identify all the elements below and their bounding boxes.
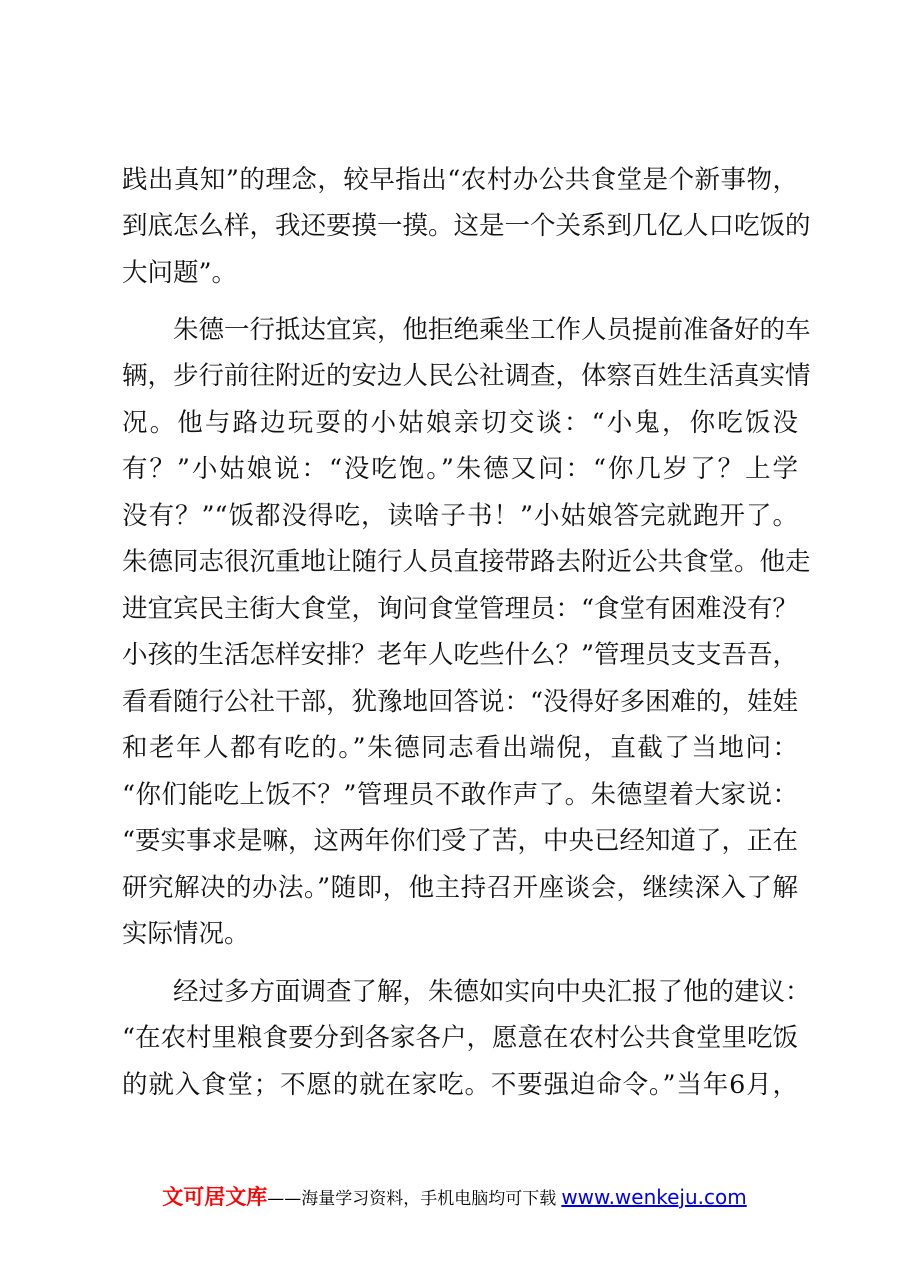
text-line: 进宜宾民主街大食堂，询问食堂管理员：“食堂有困难没有？: [122, 594, 799, 624]
footer-slogan: ——海量学习资料，手机电脑均可下载: [267, 1189, 557, 1209]
text-line: “你们能吃上饭不？”管理员不敢作声了。朱德望着大家说：: [122, 780, 798, 810]
text-line: 到底怎么样，我还要摸一摸。这是一个关系到几亿人口吃饭的: [122, 211, 811, 241]
text-line: “要实事求是嘛，这两年你们受了苦，中央已经知道了，正在: [122, 826, 799, 856]
text-line: 没有？”“饭都没得吃，读啥子书！”小姑娘答完就跑开了。: [122, 501, 798, 531]
text-line: 的就入食堂；不愿的就在家吃。不要强迫命令。”当年6月，: [122, 1070, 798, 1100]
footer-banner: [0, 1181, 909, 1215]
text-line: 研究解决的办法。”随即，他主持召开座谈会，继续深入了解: [122, 873, 798, 903]
text-line: 大问题”。: [122, 258, 238, 288]
footer-url-link[interactable]: www.wenkeju.com: [561, 1185, 747, 1209]
text-line: 经过多方面调查了解，朱德如实向中央汇报了他的建议：: [173, 977, 811, 1007]
text-line: “在农村里粮食要分到各家各户，愿意在农村公共食堂里吃饭: [122, 1023, 799, 1053]
text-line: 小孩的生活怎样安排？老年人吃些什么？”管理员支支吾吾，: [122, 640, 799, 670]
text-line: 实际情况。: [122, 919, 250, 949]
text-line: 朱德一行抵达宜宾，他拒绝乘坐工作人员提前准备好的车: [173, 315, 811, 345]
text-line: 朱德同志很沉重地让随行人员直接带路去附近公共食堂。他走: [122, 547, 811, 577]
text-line: 和老年人都有吃的。”朱德同志看出端倪，直截了当地问：: [122, 733, 798, 763]
footer-brand: 文可居文库: [162, 1185, 268, 1209]
text-line: 践出真知”的理念，较早指出“农村办公共食堂是个新事物，: [122, 165, 798, 195]
text-line: 辆，步行前往附近的安边人民公社调查，体察百姓生活真实情: [122, 361, 811, 391]
text-line: 况。他与路边玩耍的小姑娘亲切交谈：“小鬼，你吃饭没: [122, 408, 798, 438]
text-line: 有？”小姑娘说：“没吃饱。”朱德又问：“你几岁了？上学: [122, 454, 798, 484]
text-line: 看看随行公社干部，犹豫地回答说：“没得好多困难的，娃娃: [122, 687, 799, 717]
